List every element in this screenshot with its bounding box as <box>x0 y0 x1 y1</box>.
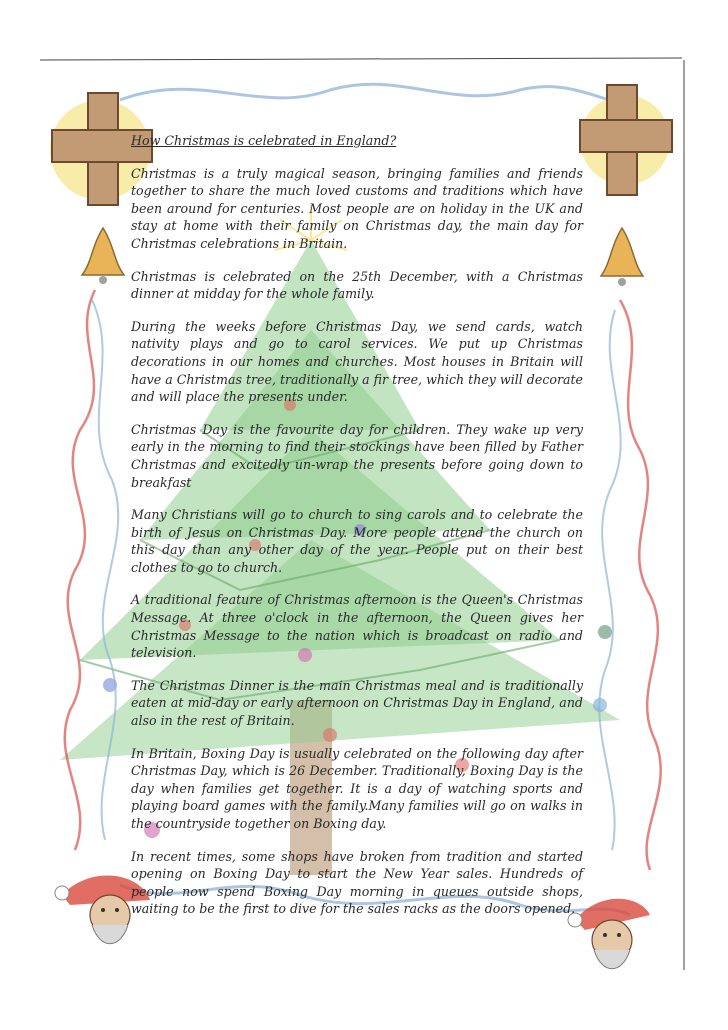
paragraph: Christmas is a truly magical season, bringing families and friends together to share the much loved customs and traditions which have been around for centuries. Most people are on holiday in the UK and stay at home with their family on Christmas day, the main day for Christmas celebrations in Britain. <box>131 165 583 251</box>
bell-icon <box>601 228 643 286</box>
paragraph: During the weeks before Christmas Day, we send cards, watch nativity plays and go to carol services. We put up Christmas decorations in our homes and churches. Most houses in Britain will have a Christmas tree, traditionally a fir tree, which they will decorate and will place the presents under. <box>131 318 583 405</box>
cross-icon <box>580 85 672 195</box>
document-title: How Christmas is celebrated in England? <box>131 133 397 148</box>
paragraph: A traditional feature of Christmas afternoon is the Queen's Christmas Message. At three o'clock in the afternoon, the Queen gives her Christmas Message to the nation which is broadcast on radio and television. <box>131 592 583 661</box>
paragraph: The Christmas Dinner is the main Christmas meal and is traditionally eaten at mid-day or early afternoon on Christmas Day in England, and also in the rest of Britain. <box>131 677 583 729</box>
paragraph: Christmas Day is the favourite day for children. They wake up very early in the morning to find their stockings have been filled by Father Christmas and excitedly un-wrap the presents before going down to breakfast <box>131 421 583 490</box>
bauble <box>598 625 612 639</box>
ribbon-right <box>599 310 620 850</box>
ribbon-left <box>92 300 118 840</box>
paragraph: In recent times, some shops have broken from tradition and started opening on Boxing Day to start the New Year sales. Hundreds of people now spend Boxing Day morning in queues outside shops, waiting to be the first to dive for the sales racks as the doors opened. <box>131 848 583 917</box>
bell-icon <box>82 228 124 284</box>
document-body <box>131 132 583 933</box>
garland-left <box>65 290 95 850</box>
frame-top-line <box>40 58 682 60</box>
paragraph: Many Christians will go to church to sing carols and to celebrate the birth of Jesus on Christmas Day. More people attend the church on this day than any other day of the year. People put on their best clothes to go to church. <box>131 507 583 575</box>
garland-right <box>620 300 661 870</box>
cross-horizontal <box>580 120 672 152</box>
paragraph: In Britain, Boxing Day is usually celebrated on the following day after Christmas Day, which is 26 December. Traditionally, Boxing Day is the day when families get together. It is a day of watching sports and playing board games with the family.Many families will go on walks in the countryside together on Boxing day. <box>131 745 583 831</box>
ribbon-top <box>120 84 610 100</box>
paragraph: Christmas is celebrated on the 25th December, with a Christmas dinner at midday for the whole family. <box>131 268 583 302</box>
